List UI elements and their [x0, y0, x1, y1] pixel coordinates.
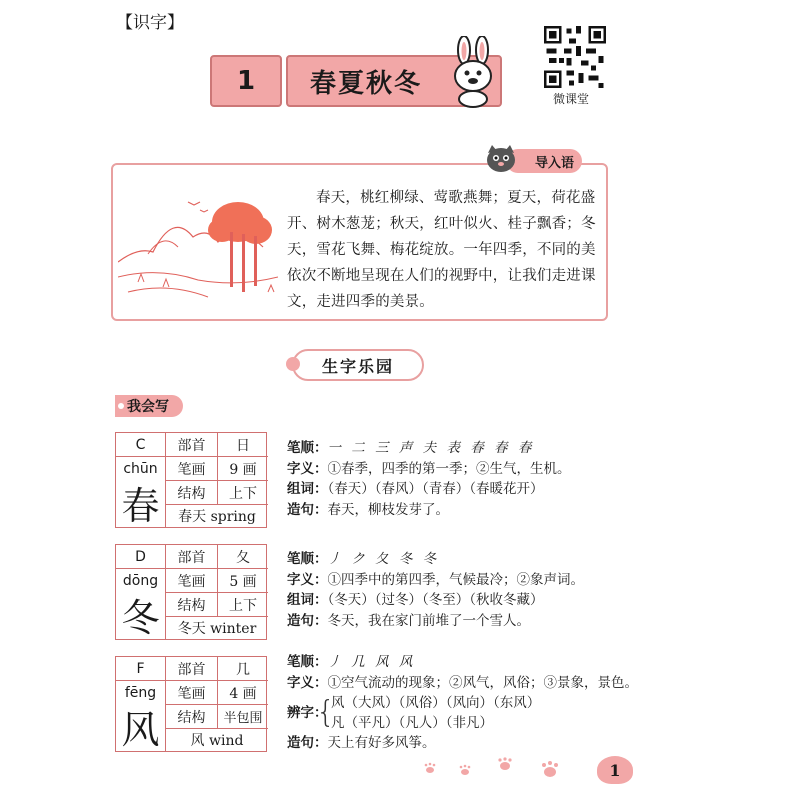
sentence-text: 春天，柳枝发芽了。	[327, 501, 449, 518]
distinguish-line-2: 凡（平凡）（凡人）（非凡）	[331, 715, 493, 731]
example-word: 春天 spring	[178, 509, 256, 525]
char-info-chun	[287, 438, 617, 520]
structure-label: 结构	[166, 593, 218, 617]
char-card-feng	[115, 656, 267, 752]
sentence-label: 造句：	[287, 612, 328, 629]
distinguish-line-1: 风（大风）（风俗）（风向）（东风）	[331, 695, 541, 711]
radical-label: 部首	[166, 433, 218, 457]
radical-value: 夂	[218, 545, 268, 569]
meaning-label: 字义：	[287, 460, 328, 477]
meaning-text: ①春季，四季的第一季；②生气，生机。	[327, 460, 571, 477]
structure-label: 结构	[166, 705, 218, 729]
stroke-order: 丿 几 风 风	[327, 654, 416, 670]
char-card-chun	[115, 432, 267, 528]
strokes-label: 笔画	[166, 681, 218, 705]
strokes-value: 5 画	[218, 569, 268, 593]
radical-value: 日	[218, 433, 268, 457]
sentence-text: 天上有好多风筝。	[327, 735, 436, 751]
intro-text: 春天，桃红柳绿、莺歌燕舞；夏天，荷花盛开、树木葱茏；秋天，红叶似火、桂子飘香；冬天，雪花飞舞、梅花绽放。一年四季，不同的美依次不断地呈现在人们的视野中，让我们走进课文，走进四季的美景。	[287, 190, 596, 310]
strokes-value: 4 画	[218, 681, 268, 705]
words-label: 组词：	[287, 592, 328, 608]
intro-tag	[484, 143, 584, 175]
sentence-label: 造句：	[287, 501, 328, 518]
subsection-tag: 我会写	[115, 395, 183, 417]
radical-value: 几	[218, 657, 268, 681]
rabbit-mascot-icon	[442, 36, 504, 108]
qr-caption: 微课堂	[553, 92, 590, 106]
lesson-number: 1	[210, 55, 282, 107]
char-pinyin: dōng	[116, 569, 166, 593]
meaning-text: ①四季中的第四季，气候最冷；②象声词。	[327, 571, 584, 588]
sentence-label: 造句：	[287, 735, 328, 751]
words-text: （春天）（春风）（青春）（春暖花开）	[327, 481, 544, 497]
structure-value: 上下	[218, 593, 268, 617]
char-letter: F	[116, 657, 166, 681]
char-card-dong	[115, 544, 267, 640]
cat-mascot-icon	[484, 143, 518, 175]
footprints-decoration-icon	[400, 742, 600, 782]
char-glyph: 风	[116, 701, 166, 751]
structure-value: 半包围	[218, 705, 268, 729]
page-number: 1	[597, 756, 633, 784]
distinguish-label: 辨字：	[287, 705, 328, 721]
words-text: （冬天）（过冬）（冬至）（秋收冬藏）	[327, 592, 544, 608]
example-word: 风 wind	[190, 733, 244, 749]
char-letter: D	[116, 545, 166, 569]
section-header	[286, 347, 426, 383]
qr-code-icon[interactable]	[544, 26, 606, 88]
landscape-illustration	[118, 192, 278, 304]
char-info-dong	[287, 549, 617, 631]
section-title: 生字乐园	[292, 349, 424, 381]
brace-icon: {	[316, 695, 336, 730]
char-pinyin: fēng	[116, 681, 166, 705]
radical-label: 部首	[166, 545, 218, 569]
strokes-label: 笔画	[166, 569, 218, 593]
distinguish-block	[287, 693, 617, 733]
stroke-order: 丿 ク 夂 冬 冬	[327, 551, 440, 567]
structure-label: 结构	[166, 481, 218, 505]
strokes-value: 9 画	[218, 457, 268, 481]
char-letter: C	[116, 433, 166, 457]
structure-value: 上下	[218, 481, 268, 505]
meaning-text: ①空气流动的现象；②风气，风俗；③景象，景色。	[327, 674, 638, 691]
sentence-text: 冬天，我在家门前堆了一个雪人。	[327, 612, 530, 629]
order-label: 笔顺：	[287, 440, 328, 456]
order-label: 笔顺：	[287, 551, 328, 567]
intro-tag-label: 导入语	[506, 149, 582, 173]
radical-label: 部首	[166, 657, 218, 681]
strokes-label: 笔画	[166, 457, 218, 481]
meaning-label: 字义：	[287, 571, 328, 588]
lesson-title: 春夏秋冬	[286, 55, 502, 107]
char-glyph: 春	[116, 477, 166, 527]
meaning-label: 字义：	[287, 674, 328, 691]
section-tag: 【识字】	[116, 13, 184, 33]
example-word: 冬天 winter	[177, 621, 257, 637]
section-dot-icon	[286, 357, 300, 371]
order-label: 笔顺：	[287, 654, 328, 670]
words-label: 组词：	[287, 481, 328, 497]
char-glyph: 冬	[116, 589, 166, 639]
char-pinyin: chūn	[116, 457, 166, 481]
char-info-feng	[287, 652, 638, 754]
stroke-order: 一 二 三 声 夫 表 春 春 春	[327, 440, 535, 456]
